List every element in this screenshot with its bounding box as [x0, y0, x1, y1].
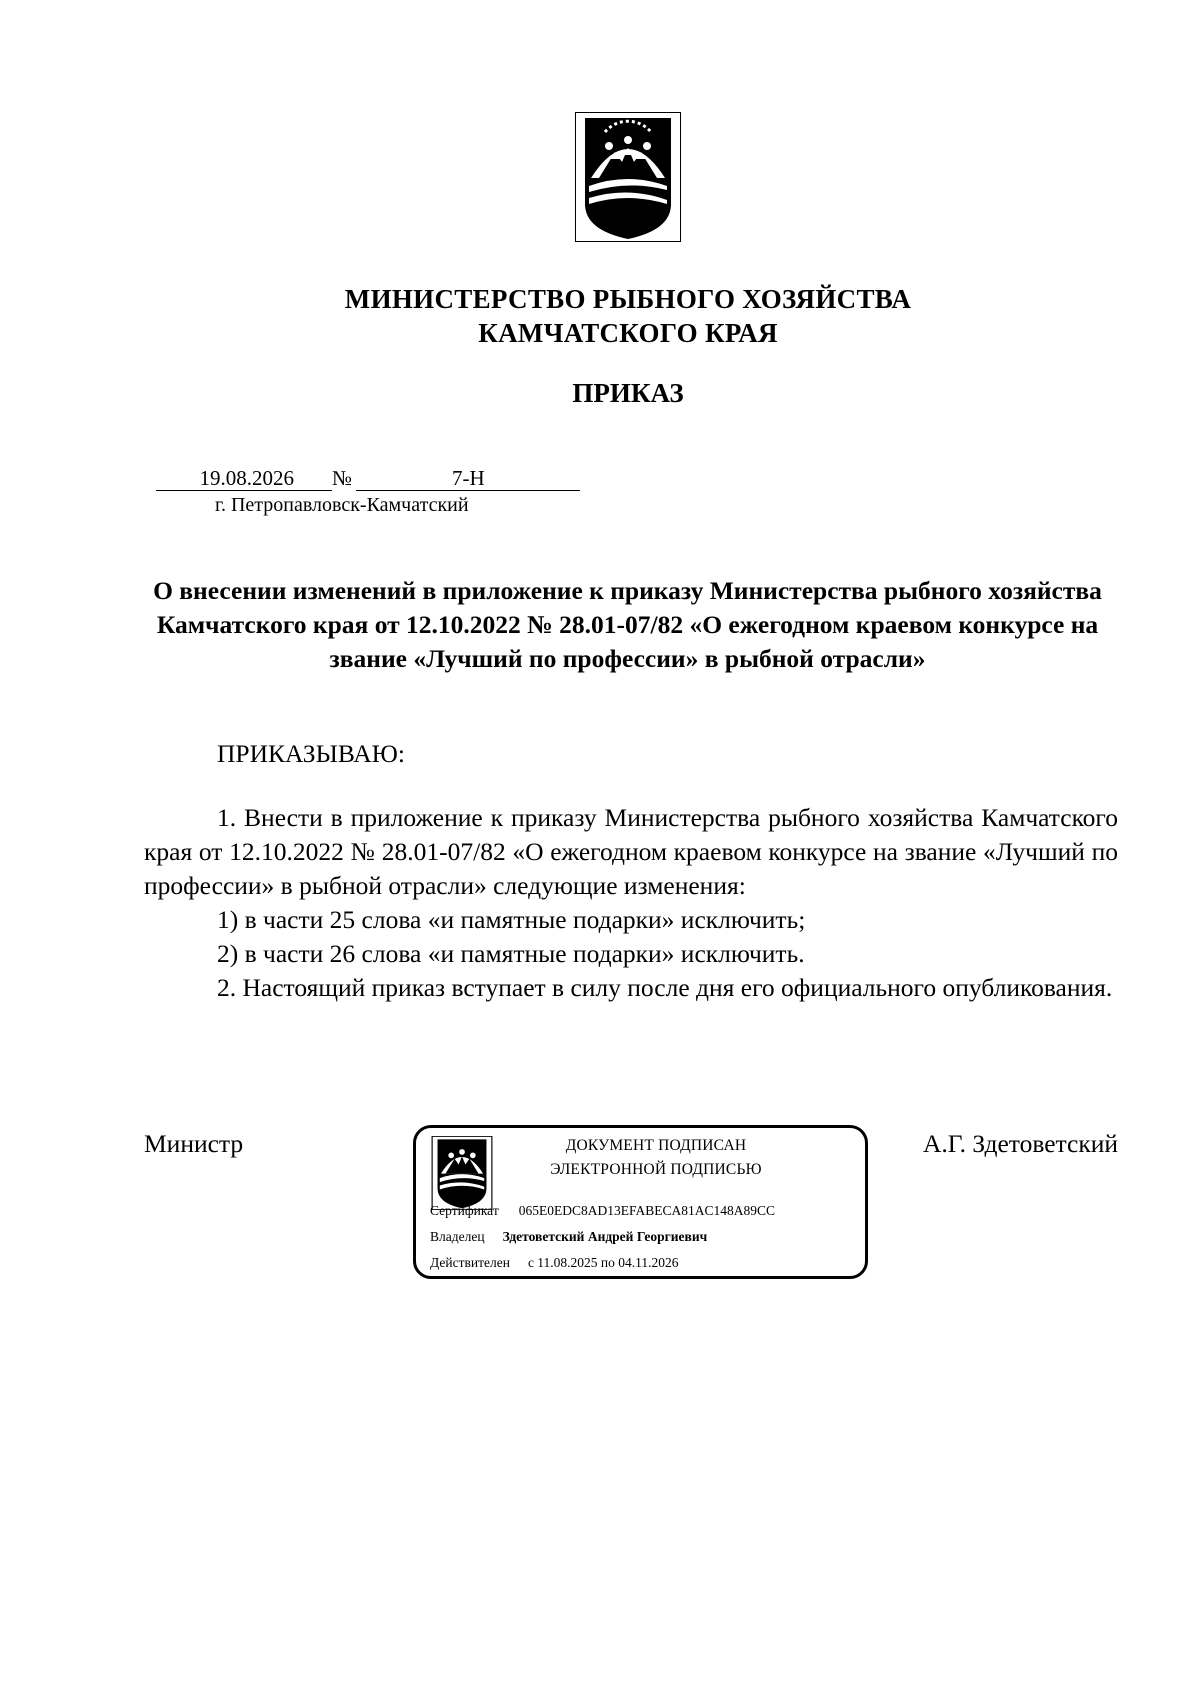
subitem-2: 2) в части 26 слова «и памятные подарки» исключить.	[217, 939, 805, 968]
certificate-label: Сертификат	[430, 1203, 499, 1218]
e-signature-stamp	[413, 1125, 868, 1279]
signer-position: Министр	[144, 1129, 244, 1158]
coat-of-arms-icon	[431, 1136, 493, 1210]
stamp-title-line2: ЭЛЕКТРОННОЙ ПОДПИСЬЮ	[550, 1161, 762, 1178]
stamp-title-line1: ДОКУМЕНТ ПОДПИСАН	[565, 1137, 747, 1154]
stamp-certificate-row	[430, 1202, 775, 1220]
stamp-validity-row	[430, 1254, 679, 1272]
owner-value: Здетоветский Андрей Георгиевич	[502, 1229, 708, 1244]
paragraph-item-1: 1. Внести в приложение к приказу Министерства рыбного хозяйства Камчатского края от 12.10.2022 № 28.01-07/82 «О ежегодном краевом конкурсе на звание «Лучший по профессии» в рыбной отрасли» следующие изменения:	[144, 803, 1118, 900]
order-number: 7-Н	[452, 466, 485, 490]
owner-label: Владелец	[430, 1229, 485, 1244]
document-type-title: ПРИКАЗ	[572, 378, 684, 408]
ministry-name-line1: МИНИСТЕРСТВО РЫБНОГО ХОЗЯЙСТВА	[344, 284, 912, 314]
validity-label: Действителен	[430, 1255, 510, 1270]
coat-of-arms-icon	[575, 112, 681, 242]
certificate-value: 065E0EDC8AD13EFABECA81AC148A89CC	[518, 1203, 775, 1218]
order-date: 19.08.2026	[199, 466, 294, 490]
order-number-label: №	[332, 466, 353, 490]
ministry-name-line2: КАМЧАТСКОГО КРАЯ	[478, 318, 778, 348]
stamp-owner-row	[430, 1228, 707, 1246]
subitem-1: 1) в части 25 слова «и памятные подарки» исключить;	[217, 905, 806, 934]
paragraph-item-2: 2. Настоящий приказ вступает в силу после дня его официального опубликования.	[217, 973, 1113, 1002]
directive-heading: ПРИКАЗЫВАЮ:	[217, 739, 405, 768]
signer-name: А.Г. Здетоветский	[922, 1129, 1118, 1158]
order-number-field	[356, 466, 580, 491]
validity-value: с 11.08.2025 по 04.11.2026	[527, 1255, 679, 1270]
city-line: г. Петропавловск-Камчатский	[215, 494, 469, 516]
document-subject: О внесении изменений в приложение к приказу Министерства рыбного хозяйства Камчатского края от 12.10.2022 № 28.01-07/82 «О ежегодном краевом конкурсе на звание «Лучший по профессии» в рыбной отрасли»	[153, 576, 1102, 673]
order-date-field	[156, 466, 332, 491]
